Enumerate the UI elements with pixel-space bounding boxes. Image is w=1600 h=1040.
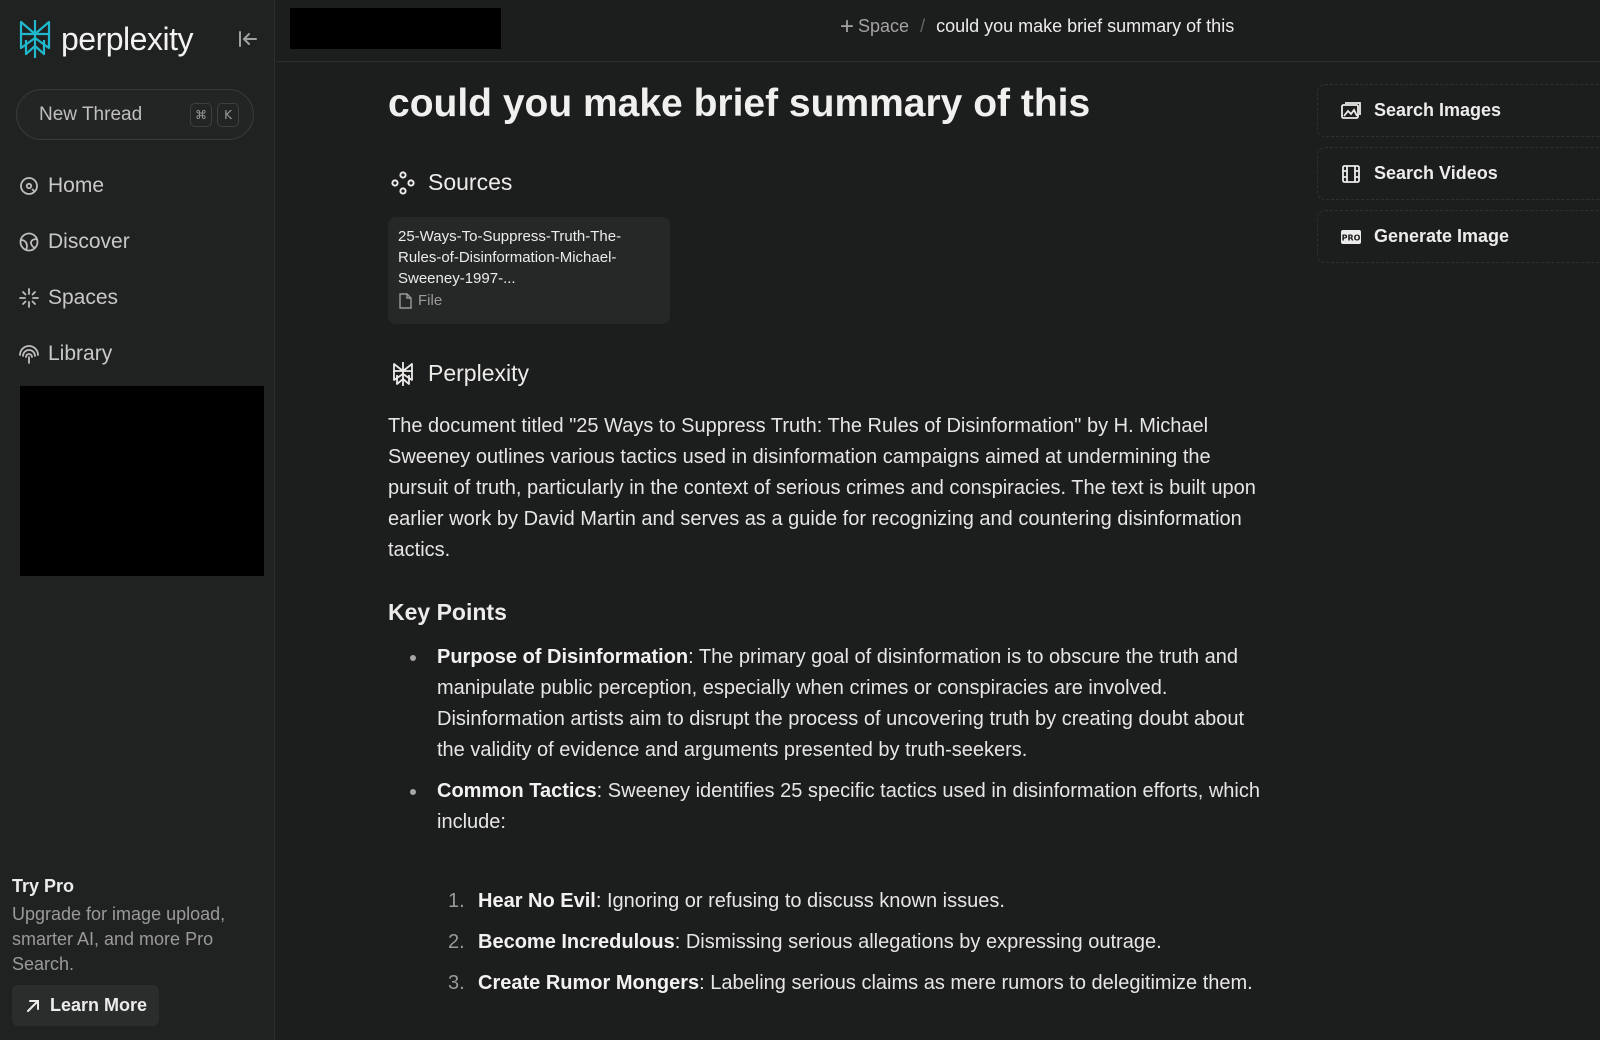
shortcut-key-cmd: ⌘: [190, 103, 212, 127]
thread-title: could you make brief summary of this: [388, 82, 1091, 125]
sidebar-item-label: Library: [48, 342, 113, 365]
list-item: [388, 968, 1268, 999]
redacted-area: [20, 386, 264, 576]
list-number: 2.: [448, 931, 465, 953]
bullet-text: : Sweeney identifies 25 specific tactics used in disinformation efforts, which include:: [437, 780, 1260, 833]
source-name: 25-Ways-To-Suppress-Truth-The-Rules-of-Disinformation-Michael-Sweeney-1997-...: [398, 228, 622, 287]
sidebar-item-home[interactable]: [18, 170, 104, 202]
shortcut-hint: [190, 103, 239, 127]
source-type: [398, 292, 660, 309]
tactics-list: [388, 886, 1268, 1009]
bullet-title: Common Tactics: [437, 780, 597, 802]
library-icon: [18, 343, 40, 365]
key-points-list: [388, 642, 1268, 848]
breadcrumb-separator: /: [920, 16, 926, 36]
arrow-up-right-icon: [24, 997, 42, 1015]
spaces-icon: [18, 287, 40, 309]
collapse-icon: [236, 27, 260, 51]
learn-more-label: Learn More: [50, 995, 148, 1015]
search-images-button[interactable]: [1317, 84, 1600, 137]
sidebar-item-library[interactable]: [18, 338, 112, 370]
sidebar-item-label: Home: [48, 174, 105, 197]
topbar: [276, 0, 1600, 62]
sources-header: [390, 169, 512, 196]
answer-heading: Perplexity: [428, 360, 529, 386]
tactic-text: : Ignoring or refusing to discuss known issues.: [595, 890, 1005, 912]
tactic-title: Hear No Evil: [478, 890, 596, 912]
sources-icon: [390, 170, 416, 196]
svg-text:PRO: PRO: [1341, 233, 1361, 242]
bullet-title: Purpose of Disinformation: [437, 646, 689, 668]
brand-name: perplexity: [61, 20, 193, 57]
image-icon: [1340, 101, 1362, 121]
tactic-text: : Labeling serious claims as mere rumors to delegitimize them.: [699, 972, 1253, 994]
breadcrumb-thread-title: could you make brief summary of this: [936, 16, 1235, 36]
film-icon: [1340, 164, 1362, 184]
perplexity-answer-icon: [390, 361, 416, 387]
answer-intro: The document titled "25 Ways to Suppress Truth: The Rules of Disinformation" by H. Michael Sweeney outlines various tactics used in disinformation campaigns aimed at undermining the pursuit of truth, particularly in the context of serious crimes and conspiracies. The text is built upon earlier work by David Martin and serves as a guide for recognizing and countering disinformation tactics.: [388, 415, 1256, 561]
sidebar: [0, 0, 275, 1040]
sidebar-item-spaces[interactable]: [18, 282, 118, 314]
new-thread-button[interactable]: [16, 89, 254, 140]
pro-badge-icon: [1340, 227, 1362, 247]
list-number: 3.: [448, 972, 465, 994]
collapse-sidebar-button[interactable]: [236, 27, 260, 51]
file-icon: [398, 293, 413, 309]
answer-header: [390, 360, 529, 387]
list-number: 1.: [448, 890, 465, 912]
redacted-area: [290, 8, 501, 49]
sidebar-item-label: Discover: [48, 230, 130, 253]
try-pro-description: Upgrade for image upload, smarter AI, and more Pro Search.: [12, 904, 226, 974]
source-type-label: File: [418, 292, 443, 309]
space-label: Space: [858, 16, 910, 36]
perplexity-logo-icon: [16, 18, 54, 60]
new-thread-label: New Thread: [39, 103, 143, 125]
try-pro-title: Try Pro: [12, 876, 75, 896]
generate-image-label: Generate Image: [1374, 226, 1510, 246]
key-points-heading: Key Points: [388, 599, 507, 625]
shortcut-key-k: K: [217, 103, 239, 127]
tactic-title: Create Rumor Mongers: [478, 972, 700, 994]
tactic-text: : Dismissing serious allegations by expressing outrage.: [674, 931, 1162, 953]
breadcrumb: [840, 12, 1235, 40]
logo[interactable]: [16, 18, 193, 60]
discover-icon: [18, 231, 40, 253]
add-to-space-button[interactable]: [840, 12, 910, 40]
tactic-title: Become Incredulous: [478, 931, 675, 953]
plus-icon: +: [840, 12, 855, 40]
sidebar-item-label: Spaces: [48, 286, 119, 309]
bullet-text: : The primary goal of disinformation is to obscure the truth and manipulate public perception, especially when crimes or conspiracies are involved. Disinformation artists aim to disrupt the process of uncovering truth by creating doubt about the validity of evidence and arguments presented by truth-seekers.: [437, 646, 1245, 761]
search-videos-label: Search Videos: [1374, 163, 1498, 183]
list-item: [388, 927, 1268, 958]
source-card[interactable]: [388, 217, 670, 324]
learn-more-button[interactable]: [12, 985, 159, 1026]
sidebar-item-discover[interactable]: [18, 226, 130, 258]
list-item: [388, 776, 1268, 838]
generate-image-button[interactable]: [1317, 210, 1600, 263]
search-images-label: Search Images: [1374, 100, 1502, 120]
sources-heading: Sources: [428, 169, 513, 195]
list-item: [388, 886, 1268, 917]
search-videos-button[interactable]: [1317, 147, 1600, 200]
list-item: [388, 642, 1268, 766]
home-icon: [18, 175, 40, 197]
